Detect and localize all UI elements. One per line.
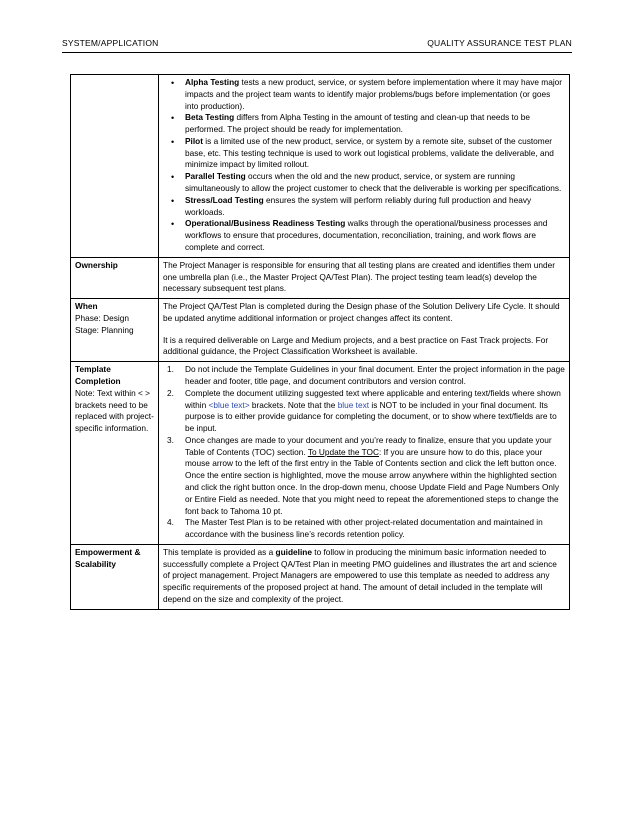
list-item: 4. The Master Test Plan is to be retained with other project-related documentation and maintained in accordance with the business line’s records retention policy. [167,517,543,540]
list-item: • Stress/Load Testing ensures the system will perform reliably during full production and heavy workloads. [185,195,565,219]
testing-types-cell [159,75,570,258]
ownership-label: Ownership [71,257,159,298]
empty-label-cell [71,75,159,258]
table-row [71,75,570,258]
header-rule [62,52,572,53]
guidelines-table [70,74,570,610]
list-item: 1. Do not include the Template Guidelines in your final document. Enter the project information in the page header and footer, title page, and document contributors and version control. [167,364,565,386]
list-item: 2. Complete the document utilizing suggested text where applicable and entering text/fields where shown within <blue text> brackets. Note that the blue text is NOT to be included in your final document. Its purpose is to either provide guidance for completing the document, or to show where text/fields are to be input. [167,387,561,434]
list-item: • Pilot is a limited use of the new product, service, or system by a remote site, subset of the customer base, etc. This testing technique is used to work out logistical problems, validate the deliverable, and minimize impact by limited rollout. [185,136,565,171]
empowerment-label: Empowerment & Scalability [71,544,159,609]
template-completion-label: Template Completion Note: Text within < > brackets need to be replaced with project-specific information. [71,362,159,545]
table-row [71,362,570,545]
list-item: • Operational/Business Readiness Testing walks through the operational/business processes and workflows to ensure that procedures, documentation, reconciliation, training, and work flows are complete and correct. [185,218,565,253]
header-left: SYSTEM/APPLICATION [62,38,159,48]
list-item: • Alpha Testing tests a new product, service, or system before implementation where it may have major impacts and the project team wants to identify major problems/bugs before implementation (or goes into production). [185,77,565,112]
list-item: • Parallel Testing occurs when the old and the new product, service, or system are running simultaneously to allow the project customer to check that the deliverable is working per specifications. [185,171,565,195]
when-label: When Phase: Design Stage: Planning [71,299,159,362]
template-completion-text [159,362,570,545]
list-item: 3. Once changes are made to your document and you’re ready to finalize, ensure that you update your Table of Contents (TOC) section. To Update the TOC: If you are unsure how to do this, place your mouse arrow to the left of the first entry in the Table of Contents section and click the left button once. Once the entire section is highlighted, move the mouse arrow anywhere within the highlighted section and click the right button once. In the drop-down menu, choose Update Field and Page Numbers Only or Entire Field as needed. Note that you might need to repeat the aforementioned steps to change the font back to Tahoma 10 pt. [167,434,560,516]
table-row [71,544,570,609]
when-text: The Project QA/Test Plan is completed during the Design phase of the Solution Delivery Life Cycle. It should be updated anytime additional information or project changes affect its content. It is a required deliverable on Large and Medium projects, and a best practice on Fast Track projects. For additional guidance, the Project Classification Worksheet is available. [159,299,570,362]
table-row [71,299,570,362]
list-item: • Beta Testing differs from Alpha Testing in the amount of testing and clean-up that needs to be performed. The project should be ready for implementation. [185,112,565,136]
header-right: QUALITY ASSURANCE TEST PLAN [427,38,572,48]
update-toc-link: To Update the TOC [307,446,380,457]
ownership-text: The Project Manager is responsible for ensuring that all testing plans are created and identifies them under one umbrella plan (i.e., the Master Project QA/Test Plan). The project testing team lead(s) develop the necessary subsequent test plans. [159,257,570,298]
table-row [71,257,570,298]
page-header [62,38,572,52]
empowerment-text: This template is provided as a guideline to follow in producing the minimum basic information needed to successfully complete a Project QA/Test Plan in meeting PMO guidelines and illustrates the art and science of project management. Project Managers are empowered to use this template as needed to address any specific requirements of the proposed project at hand. The amount of detail included in the template will depend on the size and complexity of the project. [159,544,570,609]
